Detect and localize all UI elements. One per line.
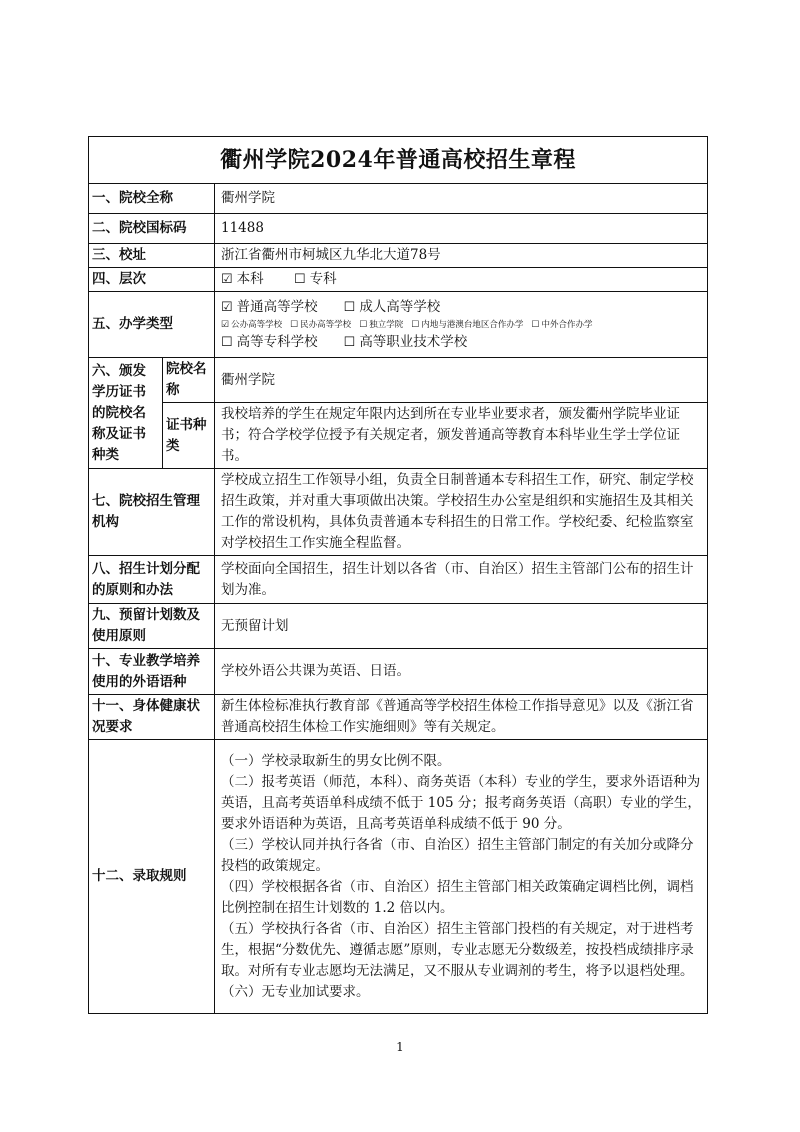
code-value: 11488 — [215, 214, 708, 244]
type-option — [531, 318, 592, 332]
type-options — [215, 292, 708, 358]
type-option — [290, 318, 351, 332]
admin-label: 七、院校招生管理机构 — [89, 469, 215, 556]
level-label: 四、层次 — [89, 268, 215, 292]
type-line-2 — [221, 318, 704, 332]
type-option — [221, 332, 318, 353]
checkbox-checked-icon: ☑ — [221, 272, 233, 287]
charter-table — [88, 136, 708, 1014]
level-option-label: 专科 — [309, 271, 337, 287]
cert-type-label: 证书种类 — [163, 403, 215, 469]
type-option-label: 公办高等学校 — [231, 319, 283, 330]
address-label: 三、校址 — [89, 244, 215, 268]
rule-item: （一）学校录取新生的男女比例不限。 — [221, 752, 451, 769]
type-option — [359, 318, 403, 332]
checkbox-unchecked-icon: ☐ — [221, 334, 233, 350]
cert-school-name-label: 院校名称 — [163, 358, 215, 403]
type-label: 五、办学类型 — [89, 292, 215, 358]
admin-value: 学校成立招生工作领导小组，负责全日制普通本专科招生工作，研究、制定学校招生政策，并对重大事项做出决策。学校招生办公室是组织和实施招生及其相关工作的常设机构，具体负责普通本专科招生的日常工作。学校纪委、纪检监察室对学校招生工作实施全程监督。 — [215, 469, 708, 556]
checkbox-unchecked-icon: ☐ — [359, 319, 368, 330]
type-option-label: 高等职业技术学校 — [359, 333, 468, 350]
language-value: 学校外语公共课为英语、日语。 — [215, 649, 708, 695]
health-label: 十一、身体健康状况要求 — [89, 695, 215, 740]
health-value: 新生体检标准执行教育部《普通高等学校招生体检工作指导意见》以及《浙江省普通高校招生体检工作实施细则》等有关规定。 — [215, 695, 708, 740]
checkbox-checked-icon: ☑ — [221, 319, 230, 330]
type-option — [344, 332, 468, 353]
type-option-label: 内地与港澳台地区合作办学 — [421, 319, 524, 330]
type-line-1 — [221, 297, 704, 318]
level-options — [215, 268, 708, 292]
type-option-label: 高等专科学校 — [236, 333, 318, 350]
plan-label: 八、招生计划分配的原则和办法 — [89, 556, 215, 604]
rule-item: （二）报考英语（师范，本科）、商务英语（本科）专业的学生，要求外语语种为英语，且高考英语单科成绩不低于 105 分；报考商务英语（高职）专业的学生，要求外语语种为英语，且高考英语单科成绩不低于 90 分。 — [221, 773, 701, 832]
certificate-label: 六、颁发学历证书的院校名称及证书种类 — [89, 358, 163, 469]
type-option — [411, 318, 523, 332]
type-option-label: 中外合作办学 — [541, 319, 593, 330]
rules-label: 十二、录取规则 — [89, 740, 215, 1014]
checkbox-unchecked-icon: ☐ — [531, 319, 540, 330]
reserve-value: 无预留计划 — [215, 604, 708, 649]
level-option-undergrad — [221, 269, 264, 290]
code-label: 二、院校国标码 — [89, 214, 215, 244]
type-option-label: 独立学院 — [369, 319, 404, 330]
language-label: 十、专业教学培养使用的外语语种 — [89, 649, 215, 695]
checkbox-unchecked-icon: ☐ — [343, 334, 356, 350]
address-value: 浙江省衢州市柯城区九华北大道78号 — [215, 244, 708, 268]
cert-type-value: 我校培养的学生在规定年限内达到所在专业毕业要求者，颁发衢州学院毕业证书；符合学校学位授予有关规定者，颁发普通高等教育本科毕业生学士学位证书。 — [215, 403, 708, 469]
reserve-label: 九、预留计划数及使用原则 — [89, 604, 215, 649]
cert-school-name-value: 衢州学院 — [215, 358, 708, 403]
type-option-label: 成人高等学校 — [359, 298, 441, 315]
rule-item: （四）学校根据各省（市、自治区）招生主管部门相关政策确定调档比例，调档比例控制在招生计划数的 1.2 倍以内。 — [221, 878, 694, 916]
document-title: 衢州学院2024年普通高校招生章程 — [89, 137, 708, 184]
type-option — [221, 318, 282, 332]
level-option-label: 本科 — [236, 271, 264, 287]
full-name-value: 衢州学院 — [215, 184, 708, 214]
type-option — [344, 297, 441, 318]
checkbox-unchecked-icon: ☐ — [293, 272, 306, 287]
type-option-label: 普通高等学校 — [236, 298, 318, 315]
full-name-label: 一、院校全称 — [89, 184, 215, 214]
checkbox-unchecked-icon: ☐ — [411, 319, 420, 330]
checkbox-unchecked-icon: ☐ — [343, 299, 356, 315]
checkbox-checked-icon: ☑ — [221, 299, 233, 315]
rules-list — [215, 740, 708, 1014]
type-line-3 — [221, 332, 704, 353]
rule-item: （六）无专业加试要求。 — [221, 983, 370, 1000]
level-option-junior — [294, 269, 337, 290]
rule-item: （五）学校执行各省（市、自治区）招生主管部门投档的有关规定，对于进档考生，根据“分数优先、遵循志愿”原则，专业志愿无分数级差，按投档成绩排序录取。对所有专业志愿均无法满足，又不服从专业调剂的考生，将予以退档处理。 — [221, 920, 694, 979]
plan-value: 学校面向全国招生，招生计划以各省（市、自治区）招生主管部门公布的招生计划为准。 — [215, 556, 708, 604]
page-number: 1 — [396, 1040, 404, 1054]
checkbox-unchecked-icon: ☐ — [290, 319, 299, 330]
rule-item: （三）学校认同并执行各省（市、自治区）招生主管部门制定的有关加分或降分投档的政策规定。 — [221, 836, 694, 874]
type-option — [221, 297, 318, 318]
type-option-label: 民办高等学校 — [300, 319, 352, 330]
